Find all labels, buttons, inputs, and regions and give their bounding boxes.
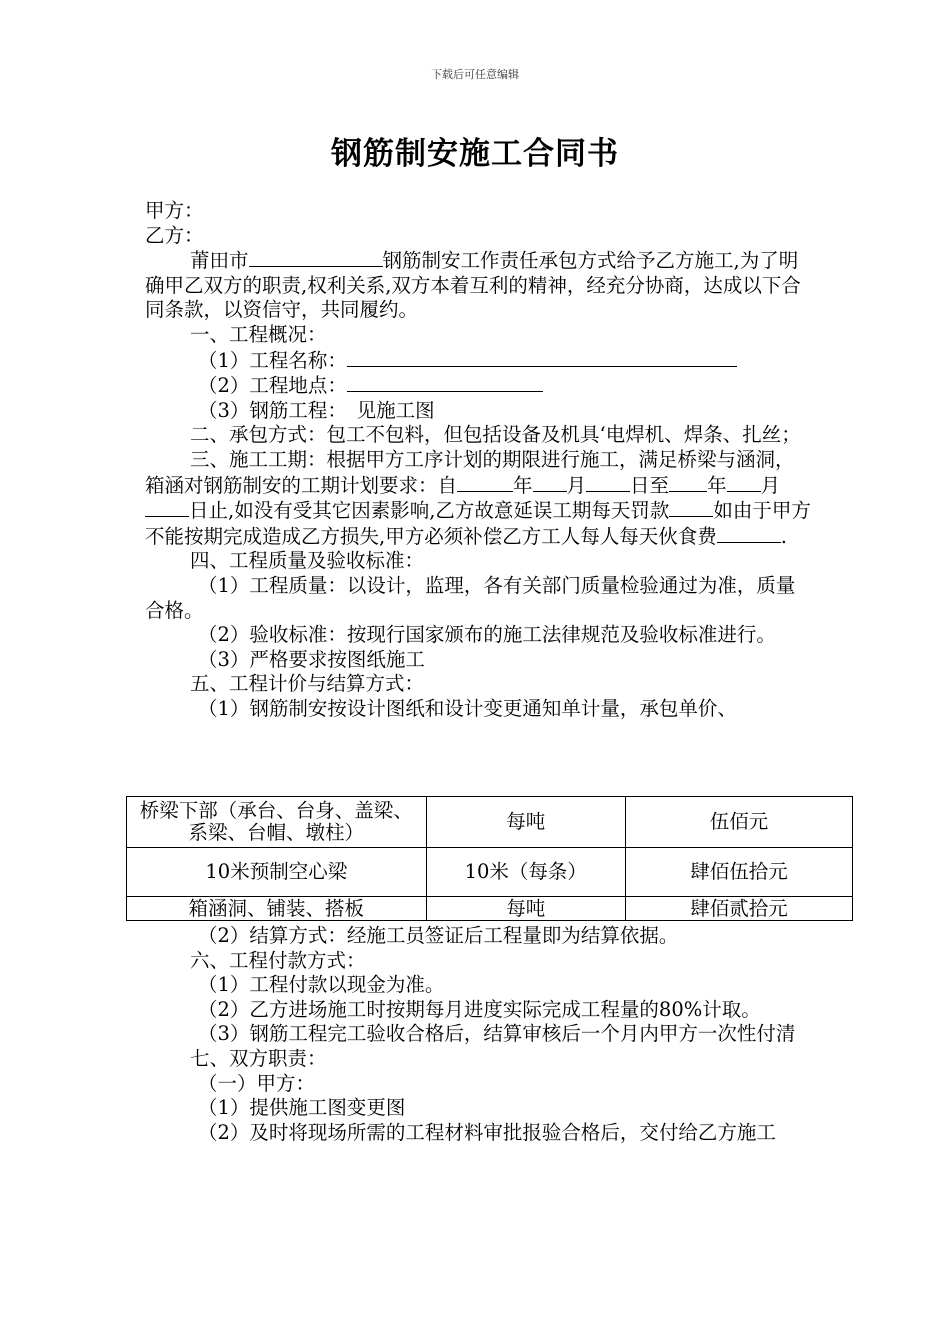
sec6-heading: 六、工程付款方式： [190, 948, 366, 972]
sec1-item1 [145, 348, 813, 374]
sec5-heading: 五、工程计价与结算方式： [190, 672, 425, 696]
sec3-text-2: 日止,如没有受其它因素影响,乙方故意延误工期每天罚款 [189, 499, 670, 523]
contract-body-upper [145, 199, 813, 721]
table-row [127, 797, 853, 848]
month-label-2: 月 [760, 473, 781, 497]
table-cell-item: 10米预制空心梁 [127, 848, 427, 897]
sec5-item2: （2）结算方式：经施工员签证后工程量即为结算依据。 [198, 924, 679, 947]
party-a-label: 甲方： [145, 199, 204, 222]
sec3-text-1: 三、施工工期：根据甲方工序计划的期限进行施工，满足桥梁与涵洞，箱涵对钢筋制安的工期计划要求：自 [145, 447, 795, 497]
sec7-sub-a: （一）甲方： [198, 1071, 316, 1095]
sec4-item3: （3）严格要求按图纸施工 [198, 647, 425, 671]
end-year-blank [669, 473, 707, 492]
contract-body-lower [145, 924, 813, 1145]
sec7-item2: （2）及时将现场所需的工程材料审批报验合格后，交付给乙方施工 [198, 1120, 776, 1144]
meal-fee-blank [717, 524, 781, 543]
sec1-heading: 一、工程概况： [190, 322, 327, 346]
sec3-paragraph [145, 448, 813, 549]
document-title: 钢筋制安施工合同书 [331, 136, 619, 172]
table-cell-price: 肆佰贰拾元 [625, 897, 852, 921]
sec6-item1: （1）工程付款以现金为准。 [198, 973, 445, 997]
end-day-blank [145, 498, 189, 517]
project-name-label: （1）工程名称： [198, 348, 347, 372]
city-blank [249, 248, 383, 267]
project-site-label: （2）工程地点： [198, 374, 347, 398]
intro-before: 莆田市 [190, 249, 249, 273]
start-month-blank [533, 473, 567, 492]
sec1-item3: （3）钢筋工程： 见施工图 [198, 398, 435, 422]
party-b-label: 乙方： [145, 223, 204, 247]
intro-after: 钢筋制安工作责任承包方式给予乙方施工,为了明确甲乙双方的职责,权利关系,双方本着互利的精神，经充分协商，达成以下合同条款，以资信守，共同履约。 [145, 249, 801, 322]
project-name-blank [347, 348, 737, 367]
sec3-end: . [780, 524, 787, 548]
table-cell-item: 桥梁下部（承台、台身、盖梁、系梁、台帽、墩柱） [127, 797, 427, 848]
start-year-blank [457, 473, 513, 492]
sec2-paragraph: 二、承包方式：包工不包料，但包括设备及机具‘电焊机、焊条、扎丝； [190, 423, 801, 447]
end-month-blank [727, 473, 761, 492]
start-day-blank [586, 473, 630, 492]
intro-paragraph [145, 248, 813, 323]
sec4-item2: （2）验收标准：按现行国家颁布的施工法律规范及验收标准进行。 [198, 623, 776, 647]
table-cell-unit: 每吨 [426, 897, 625, 921]
sec7-heading: 七、双方职责： [190, 1046, 327, 1070]
sec5-item1: （1）钢筋制安按设计图纸和设计变更通知单计量，承包单价、 [198, 696, 737, 720]
table-row [127, 848, 853, 897]
project-site-blank [347, 373, 543, 392]
table-row [127, 897, 853, 921]
sec6-item2: （2）乙方进场施工时按期每月进度实际完成工程量的80%计取。 [198, 997, 761, 1021]
sec7-item1: （1）提供施工图变更图 [198, 1096, 406, 1120]
table-cell-unit: 每吨 [426, 797, 625, 848]
sec6-item3: （3）钢筋工程完工验收合格后，结算审核后一个月内甲方一次性付清 [198, 1022, 796, 1046]
table-cell-unit: 10米（每条） [426, 848, 625, 897]
header-note: 下载后可任意编辑 [431, 68, 519, 81]
month-label: 月 [566, 473, 587, 497]
sec1-item2 [145, 373, 813, 399]
table-cell-item: 箱涵洞、铺装、搭板 [127, 897, 427, 921]
table-cell-price: 伍佰元 [625, 797, 852, 848]
table-cell-price: 肆佰伍拾元 [625, 848, 852, 897]
year-label-2: 年 [707, 473, 727, 497]
unit-price-table [126, 796, 853, 921]
day-label: 日至 [630, 473, 670, 497]
sec4-heading: 四、工程质量及验收标准： [190, 549, 425, 573]
sec4-item1: （1）工程质量：以设计，监理，各有关部门质量检验通过为准，质量合格。 [145, 573, 796, 622]
year-label: 年 [513, 473, 533, 497]
sec3-text-3: 如由于甲方不能按期完成造成乙方损失,甲方必须补偿乙方工人每人每天伙食费 [145, 499, 811, 548]
penalty-blank [669, 498, 713, 517]
